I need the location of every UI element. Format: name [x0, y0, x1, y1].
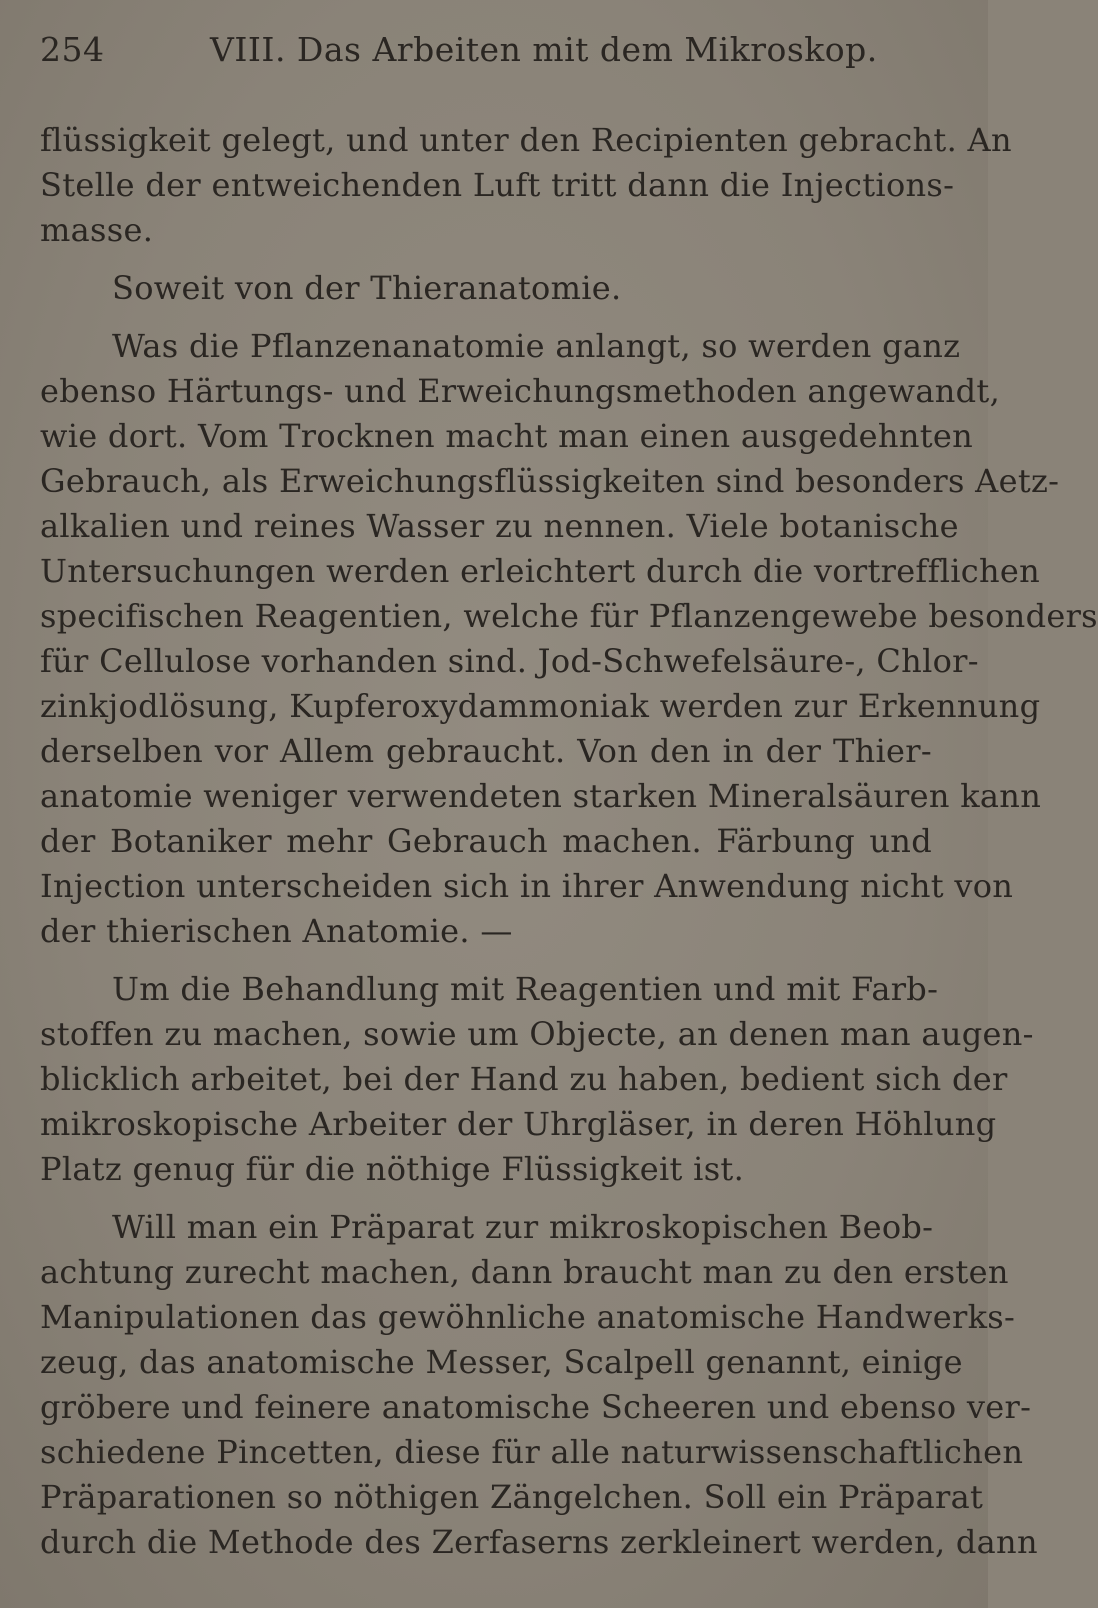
text-line: derselben vor Allem gebraucht. Von den in der Thier-	[40, 732, 932, 770]
text-line: gröbere und feinere anatomische Scheeren und ebenso ver-	[40, 1388, 1032, 1426]
text-line: masse.	[40, 211, 154, 249]
text-line: durch die Methode des Zerfaserns zerkleinert werden, dann	[40, 1523, 1038, 1561]
text-line: schiedene Pincetten, diese für alle naturwissenschaftlichen	[40, 1433, 1024, 1471]
paragraph-5	[40, 1205, 1038, 1565]
text-line: alkalien und reines Wasser zu nennen. Viele botanische	[40, 507, 959, 545]
text-line: flüssigkeit gelegt, und unter den Recipienten gebracht. An	[40, 121, 1012, 159]
text-line: zinkjodlösung, Kupferoxydammoniak werden zur Erkennung	[40, 687, 1041, 725]
text-line: mikroskopische Arbeiter der Uhrgläser, in deren Höhlung	[40, 1105, 997, 1143]
paragraph-3	[40, 324, 1098, 954]
page-number: 254	[40, 30, 105, 69]
text-line: anatomie weniger verwendeten starken Mineralsäuren kann	[40, 777, 1042, 815]
text-line: Manipulationen das gewöhnliche anatomische Handwerks-	[40, 1298, 1016, 1336]
text-line: specifischen Reagentien, welche für Pflanzengewebe besonders	[40, 597, 1098, 635]
text-line: Will man ein Präparat zur mikroskopischen Beob-	[112, 1208, 934, 1246]
text-line: Was die Pflanzenanatomie anlangt, so werden ganz	[112, 327, 961, 365]
text-line: Stelle der entweichenden Luft tritt dann die Injections-	[40, 166, 955, 204]
text-line: achtung zurecht machen, dann braucht man zu den ersten	[40, 1253, 1009, 1291]
text-line: blicklich arbeitet, bei der Hand zu haben, bedient sich der	[40, 1060, 1008, 1098]
text-line: der thierischen Anatomie. —	[40, 912, 513, 950]
text-line: Soweit von der Thieranatomie.	[112, 269, 622, 307]
body-text	[40, 118, 1098, 1565]
text-line: Um die Behandlung mit Reagentien und mit Farb-	[112, 970, 939, 1008]
text-line: stoffen zu machen, sowie um Objecte, an denen man augen-	[40, 1015, 1034, 1053]
paragraph-1	[40, 118, 1012, 253]
text-line: zeug, das anatomische Messer, Scalpell genannt, einige	[40, 1343, 963, 1381]
text-line: für Cellulose vorhanden sind. Jod-Schwefelsäure-, Chlor-	[40, 642, 979, 680]
text-line: wie dort. Vom Trocknen macht man einen ausgedehnten	[40, 417, 974, 455]
text-line: Platz genug für die nöthige Flüssigkeit ist.	[40, 1150, 745, 1188]
text-line: der Botaniker mehr Gebrauch machen. Färbung und	[40, 822, 932, 860]
text-line: Gebrauch, als Erweichungsflüssigkeiten sind besonders Aetz-	[40, 462, 1060, 500]
paragraph-2	[40, 266, 932, 311]
page-header	[40, 30, 928, 80]
text-line: Präparationen so nöthigen Zängelchen. Soll ein Präparat	[40, 1478, 984, 1516]
text-line: Injection unterscheiden sich in ihrer Anwendung nicht von	[40, 867, 1014, 905]
running-head: VIII. Das Arbeiten mit dem Mikroskop.	[210, 30, 878, 69]
text-line: Untersuchungen werden erleichtert durch die vortrefflichen	[40, 552, 1041, 590]
text-line: ebenso Härtungs- und Erweichungsmethoden angewandt,	[40, 372, 1001, 410]
paragraph-4	[40, 967, 1034, 1192]
